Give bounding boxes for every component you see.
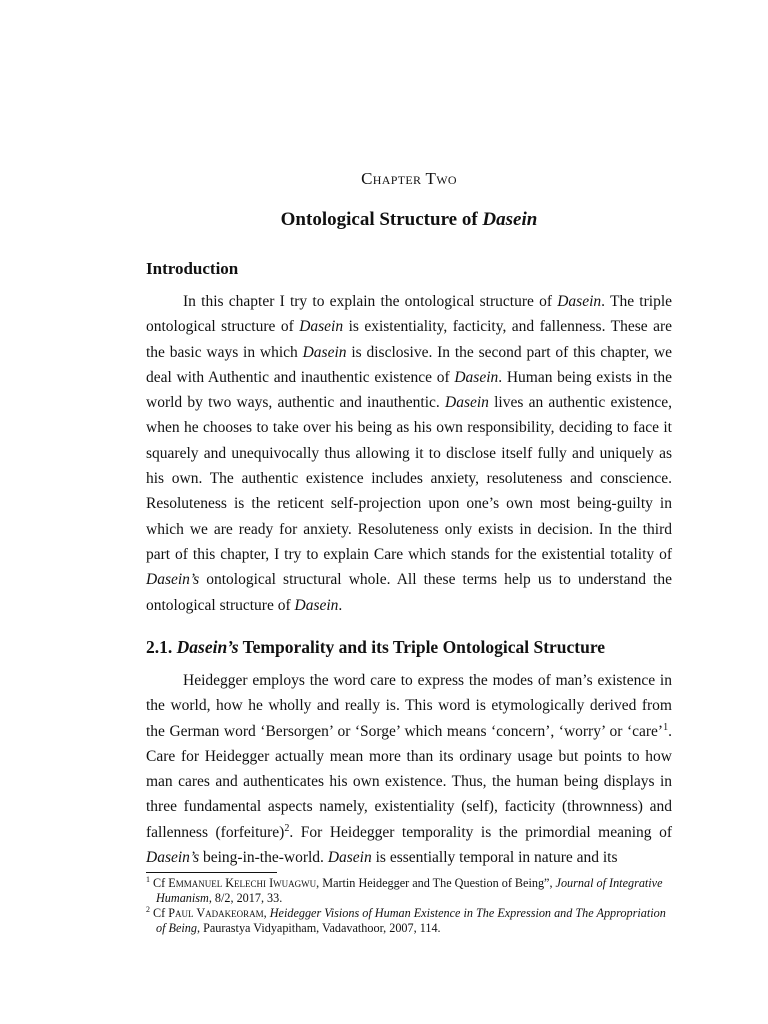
dasein-term: Dasein — [445, 394, 489, 412]
footnote-ref[interactable]: 1 — [663, 721, 669, 733]
footnote-rest: , 8/2, 2017, 33. — [208, 891, 283, 905]
dasein-term: Dasein — [327, 849, 372, 867]
footnote-author: Paul Vadakeoram — [168, 906, 264, 920]
chapter-label: Chapter Two — [361, 169, 457, 188]
footnote-prefix: Cf — [149, 876, 169, 890]
dasein-term: Dasein — [302, 343, 347, 361]
chapter-title — [0, 209, 768, 231]
section-text: Heidegger employs the word care to express the modes of man’s existence in the world, how he wholly and really is. This word is etymologically derived from the German word ‘Bersorgen’ or ‘Sorge’ which means ‘concern’, ‘worry’ or ‘care’ — [146, 672, 672, 740]
section-text: . For Heidegger temporality is the primordial meaning of — [289, 823, 672, 841]
dasein-term: Dasein — [454, 368, 499, 386]
footnote-journal: Journal of Integrative Humanism — [156, 876, 663, 905]
footnote-text: , Martin Heidegger and The Question of Being”, — [316, 876, 556, 890]
dasein-term: Dasein’s — [146, 849, 200, 867]
footnote-marker: 1 — [146, 874, 150, 884]
dasein-term: Dasein — [299, 318, 344, 336]
intro-text: . — [338, 596, 343, 614]
intro-text: is existentiality, facticity, and fallenness. These are the basic ways in which — [146, 318, 672, 361]
footnote-2 — [146, 906, 672, 936]
intro-paragraph — [146, 289, 672, 618]
section-title: Temporality and its Triple Ontological Structure — [238, 637, 606, 657]
intro-text: lives an authentic existence, when he chooses to take over his being as his own responsibility, deciding to face it squarely and unequivocally thus allowing it to disclose itself fully and uniquely as his own. The authentic existence includes anxiety, resoluteness and conscience. Resoluteness is the reticent self-projection upon one’s own most being-guilty in which we are ready for anxiety. Resoluteness only exists in decision. In the third part of this chapter, I try to explain Care which stands for the existential totality of — [146, 394, 672, 563]
section-text: is essentially temporal in nature and its — [371, 849, 618, 867]
footnote-marker: 2 — [146, 904, 150, 914]
intro-text: is disclosive. In the second part of this chapter, we deal with Authentic and inauthentic existence of — [146, 343, 673, 386]
intro-text: . Human being exists in the world by two ways, authentic and inauthentic. — [146, 368, 672, 412]
section-heading — [146, 637, 605, 658]
intro-heading: Introduction — [146, 259, 239, 278]
section-number: 2.1. — [146, 637, 173, 657]
dasein-term: Dasein — [294, 596, 339, 614]
footnote-prefix: Cf — [149, 906, 169, 920]
section-text: being-in-the-world. — [199, 849, 328, 867]
intro-text: ontological structural whole. All these terms help us to understand the ontological structure of — [146, 571, 672, 614]
section-term: Dasein’s — [176, 637, 239, 657]
footnote-rest: , Paurastya Vidyapitham, Vadavathoor, 2007, 114. — [196, 921, 441, 935]
dasein-term: Dasein’s — [146, 571, 200, 589]
footnote-author: Emmanuel Kelechi Iwuagwu — [168, 876, 317, 890]
footnote-title: Heidegger Visions of Human Existence in The Expression and The Appropriation of Being — [156, 906, 666, 935]
footnotes — [146, 876, 672, 936]
footnote-divider — [146, 872, 277, 873]
chapter-title-prefix: Ontological Structure of — [280, 209, 483, 230]
section-text: . Care for Heidegger actually mean more than its ordinary usage but points to how man cares and authenticates his own existence. Thus, the human being displays in three fundamental aspects namely, existentiality (self), facticity (thrownness) and fallenness (forfeiture) — [146, 722, 672, 841]
intro-text: In this chapter I try to explain the ontological structure of — [183, 293, 558, 310]
section-paragraph — [146, 668, 672, 870]
footnote-1 — [146, 876, 672, 906]
footnote-text: , — [263, 906, 270, 920]
dasein-term: Dasein — [557, 293, 602, 310]
intro-text: . The triple ontological structure of — [146, 293, 673, 336]
footnote-ref[interactable]: 2 — [284, 822, 290, 834]
chapter-title-term: Dasein — [482, 209, 538, 230]
